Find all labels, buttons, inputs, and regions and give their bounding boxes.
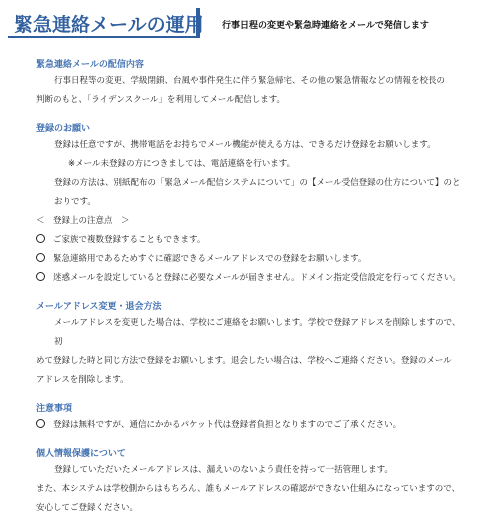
title-box bbox=[8, 8, 204, 38]
section-delivery-content bbox=[36, 58, 466, 110]
paragraph-line: 登録の方法は、別紙配布の「緊急メール配信システムについて」の【メール受信登録の仕方について】のと bbox=[54, 178, 461, 188]
circle-bullet-icon bbox=[36, 253, 45, 262]
section-privacy bbox=[36, 447, 466, 518]
section-notes bbox=[36, 402, 466, 435]
paragraph-line: 登録は任意ですが、携帯電話をお持ちでメール機能が使える方は、できるだけ登録をお願いします。 bbox=[54, 140, 436, 150]
circle-bullet-icon bbox=[36, 234, 45, 243]
list-item: 緊急連絡用であるためすぐに確認できるメールアドレスでの登録をお願いします。 bbox=[36, 250, 466, 269]
section-heading: 登録のお願い bbox=[36, 124, 91, 134]
paragraph-line: おりです。 bbox=[54, 197, 96, 207]
paragraph-line: 行事日程等の変更、学級閉鎖、台風や事件発生に伴う緊急帰宅、その他の緊急情報などの情報を校長の bbox=[54, 76, 446, 86]
section-heading: 個人情報保護について bbox=[36, 449, 126, 459]
paragraph-line: めて登録した時と同じ方法で登録をお願いします。退会したい場合は、学校へご連絡ください。登録のメール bbox=[36, 356, 452, 366]
section-registration bbox=[36, 122, 466, 288]
document-body bbox=[36, 58, 466, 518]
section-heading: 注意事項 bbox=[36, 404, 73, 414]
paragraph-line: 登録していただいたメールアドレスは、漏えいのないよう責任を持って一括管理します。 bbox=[54, 465, 393, 475]
header bbox=[0, 8, 480, 44]
paragraph-line: 安心してご登録ください。 bbox=[36, 503, 139, 513]
page-tagline: 行事日程の変更や緊急時連絡をメールで発信します bbox=[222, 21, 429, 31]
paragraph-line: メールアドレスを変更した場合は、学校にご連絡をお願いします。学校で登録アドレスを削除しますので、初 bbox=[54, 318, 461, 347]
list-item: 迷惑メールを設定していると登録に必要なメールが届きません。ドメイン指定受信設定を行ってください。 bbox=[36, 269, 466, 288]
paragraph-line: アドレスを削除します。 bbox=[36, 375, 129, 385]
section-heading: メールアドレス変更・退会方法 bbox=[36, 302, 162, 312]
paragraph-line: また、本システムは学校側からはもちろん、誰もメールアドレスの確認ができない仕組みになっていますので、 bbox=[36, 484, 461, 494]
page-title: 緊急連絡メールの運用 bbox=[14, 14, 204, 36]
circle-bullet-icon bbox=[36, 419, 45, 428]
section-change-cancel bbox=[36, 300, 466, 390]
list-item: ご家族で複数登録することもできます。 bbox=[36, 231, 466, 250]
section-heading: 緊急連絡メールの配信内容 bbox=[36, 60, 144, 70]
note-line: ※メール未登録の方につきましては、電話連絡を行います。 bbox=[68, 159, 296, 169]
circle-bullet-icon bbox=[36, 272, 45, 281]
notes-title: ＜ 登録上の注意点 ＞ bbox=[36, 216, 130, 226]
list-item: 登録は無料ですが、通信にかかるパケット代は登録者負担となりますのでご了承ください。 bbox=[36, 416, 466, 435]
paragraph-line: 判断のもと、「ライデンスクール」を利用してメール配信します。 bbox=[36, 95, 286, 105]
